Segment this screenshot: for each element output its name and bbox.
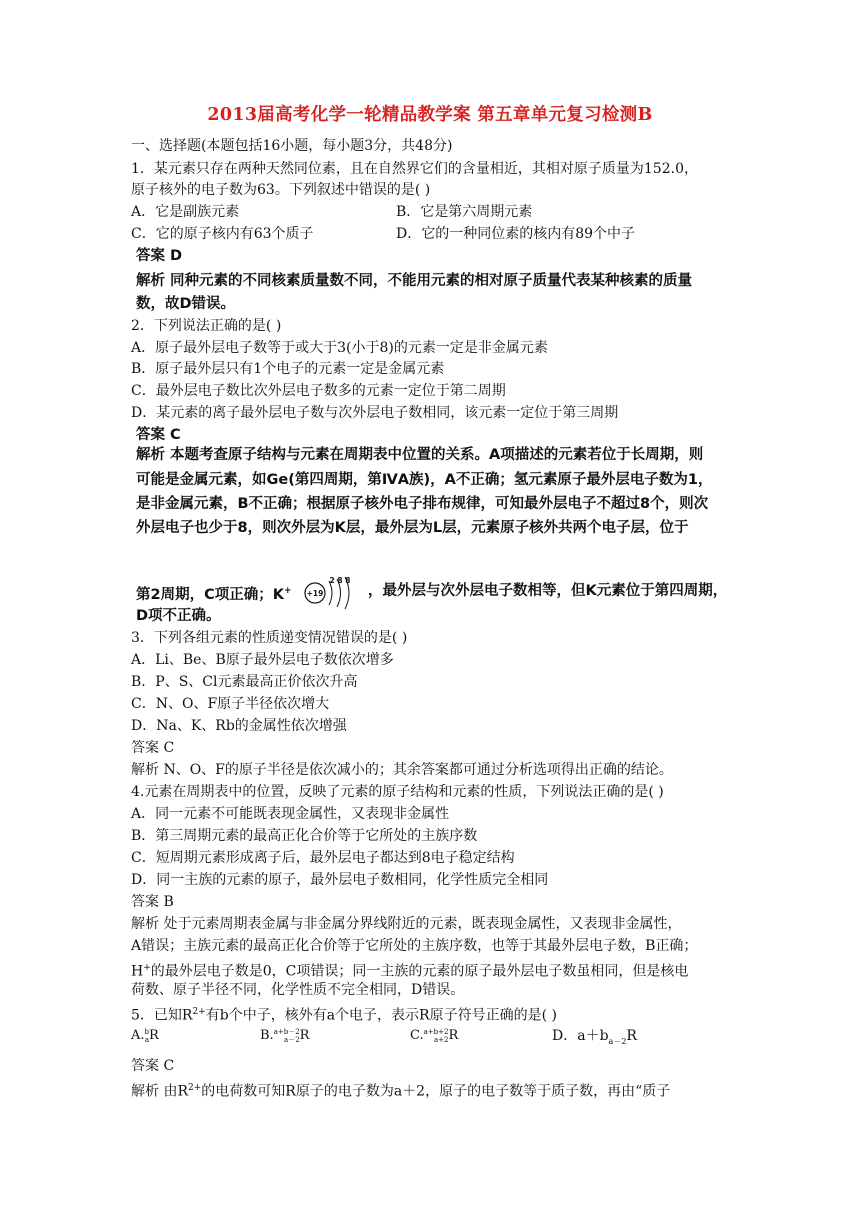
hydrogen-ion-symbol: H xyxy=(131,963,144,980)
q5-answer: 答案 C xyxy=(131,1058,175,1074)
document-title: 2013届高考化学一轮精品教学案 第五章单元复习检测B xyxy=(207,105,653,125)
q1-option-c: C．它的原子核内有63个质子 xyxy=(131,226,314,242)
q1-analysis-line2: 数，故D错误。 xyxy=(136,296,236,312)
q4-option-c: C．短周期元素形成离子后，最外层电子都达到8电子稳定结构 xyxy=(131,850,515,866)
hydrogen-ion-charge: + xyxy=(143,963,151,973)
q4-option-a: A．同一元素不可能既表现金属性，又表现非金属性 xyxy=(131,806,450,822)
q5-option-d xyxy=(552,1026,637,1052)
q2-option-b: B．原子最外层只有1个电子的元素一定是金属元素 xyxy=(131,361,445,377)
q5-option-c-mass: a+b+2 xyxy=(423,1027,449,1036)
q5-analysis-charge: 2+ xyxy=(188,1083,202,1093)
q3-option-d: D．Na、K、Rb的金属性依次增强 xyxy=(131,718,347,734)
q5-option-a-number: a xyxy=(144,1035,150,1044)
q5-option-b xyxy=(260,1026,309,1046)
q4-option-d: D．同一主族的元素的原子，最外层电子数相同，化学性质完全相同 xyxy=(131,872,549,888)
potassium-charge: + xyxy=(283,586,292,596)
q4-analysis-line1: 解析 处于元素周期表金属与非金属分界线附近的元素，既表现金属性，又表现非金属性， xyxy=(131,916,682,932)
q5-option-c xyxy=(410,1026,458,1046)
q5-analysis-end: 的电荷数可知R原子的电子数为a＋2，原子的电子数等于质子数，再由“质子 xyxy=(201,1083,671,1100)
q3-option-a: A．Li、Be、B原子最外层电子数依次增多 xyxy=(131,652,394,668)
q2-answer: 答案 C xyxy=(136,427,181,443)
q5-option-b-scripts xyxy=(274,1028,300,1044)
q3-answer: 答案 C xyxy=(131,740,175,756)
q2-stem: 2．下列说法正确的是( ) xyxy=(131,318,282,334)
q5-option-b-mass: a+b－2 xyxy=(273,1027,300,1036)
q2-analysis-line5-start: 第2周期，C项正确；K xyxy=(136,586,284,603)
q5-option-a-label: A. xyxy=(131,1028,145,1043)
q4-analysis-line4: 荷数、原子半径不同，化学性质不完全相同，D错误。 xyxy=(131,982,465,998)
q5-option-b-number: a－2 xyxy=(284,1035,300,1044)
q5-option-b-label: B. xyxy=(260,1028,274,1043)
q5-stem-end: 有b个中子，核外有a个电子，表示R原子符号正确的是( ) xyxy=(205,1007,557,1024)
q5-analysis xyxy=(131,1078,670,1102)
q4-analysis-line3 xyxy=(131,958,688,982)
q2-analysis-line3: 是非金属元素，B不正确；根据原子核外电子排布规律，可知最外层电子不超过8个，则次 xyxy=(136,496,709,512)
q1-option-d: D．它的一种同位素的核内有89个中子 xyxy=(396,226,636,242)
q5-option-d-subscript: a－2 xyxy=(608,1036,627,1046)
q2-analysis-line1: 解析 本题考查原子结构与元素在周期表中位置的关系。A项描述的元素若位于长周期，则 xyxy=(136,447,704,463)
q5-option-c-symbol: R xyxy=(448,1028,459,1043)
nucleus-charge-label: +19 xyxy=(306,589,324,598)
q1-stem-line2: 原子核外的电子数为63。下列叙述中错误的是( ) xyxy=(131,182,431,198)
q5-analysis-start: 解析 由R xyxy=(131,1083,188,1100)
q2-option-a: A．原子最外层电子数等于或大于3(小于8)的元素一定是非金属元素 xyxy=(131,340,548,356)
potassium-ion-structure-diagram xyxy=(302,571,360,615)
q3-stem: 3．下列各组元素的性质递变情况错误的是( ) xyxy=(131,630,408,646)
q5-option-a-symbol: R xyxy=(149,1028,159,1043)
q2-analysis-line5-end: ，最外层与次外层电子数相等，但K元素位于第四周期， xyxy=(368,583,728,599)
q3-option-b: B．P、S、Cl元素最高正价依次升高 xyxy=(131,674,358,690)
q5-option-d-label: D．a＋b xyxy=(552,1028,609,1044)
q5-stem-start: 5．已知R xyxy=(131,1007,193,1024)
q5-option-c-label: C. xyxy=(410,1028,424,1043)
q2-option-d: D．某元素的离子最外层电子数与次外层电子数相同，该元素一定位于第三周期 xyxy=(131,405,619,421)
section-heading: 一、选择题(本题包括16小题，每小题3分，共48分) xyxy=(131,138,453,154)
q1-answer: 答案 D xyxy=(136,248,183,264)
q1-stem-line1: 1．某元素只存在两种天然同位素，且在自然界它们的含量相近，其相对原子质量为152.0， xyxy=(131,161,698,177)
q3-analysis: 解析 N、O、F的原子半径是依次减小的；其余答案都可通过分析选项得出正确的结论。 xyxy=(131,762,673,778)
q5-option-d-symbol: R xyxy=(626,1028,637,1044)
q3-option-c: C．N、O、F原子半径依次增大 xyxy=(131,696,330,712)
q4-stem: 4.元素在周期表中的位置，反映了元素的原子结构和元素的性质，下列说法正确的是( ) xyxy=(131,784,664,800)
q1-option-a: A．它是副族元素 xyxy=(131,204,240,220)
q5-option-a xyxy=(131,1026,159,1046)
q5-option-c-number: a+2 xyxy=(433,1035,449,1044)
electron-shells-label: 2 8 8 xyxy=(329,576,351,585)
q5-stem xyxy=(131,1002,557,1026)
q2-analysis-line6: D项不正确。 xyxy=(136,608,221,624)
q1-analysis-line1: 解析 同种元素的不同核素质量数不同，不能用元素的相对原子质量代表某种核素的质量 xyxy=(136,273,693,289)
q5-ion-charge: 2+ xyxy=(192,1007,206,1017)
q4-answer: 答案 B xyxy=(131,894,174,910)
q4-option-b: B．第三周期元素的最高正化合价等于它所处的主族序数 xyxy=(131,828,478,844)
q5-option-b-symbol: R xyxy=(299,1028,310,1043)
q5-option-c-scripts xyxy=(424,1028,449,1044)
q1-option-b: B．它是第六周期元素 xyxy=(396,204,533,220)
q2-analysis-line4: 外层电子也少于8，则次外层为K层，最外层为L层，元素原子核外共两个电子层，位于 xyxy=(136,520,689,536)
q2-analysis-line2: 可能是金属元素，如Ge(第四周期，第ⅣA族)，A不正确；氢元素原子最外层电子数为1， xyxy=(136,472,713,488)
q5-option-a-mass: b xyxy=(144,1027,150,1036)
q4-analysis-line2: A错误；主族元素的最高正化合价等于它所处的主族序数，也等于其最外层电子数，B正确； xyxy=(131,938,698,954)
q2-analysis-line5 xyxy=(136,581,292,605)
q4-analysis-line3-text: 的最外层电子数是0，C项错误；同一主族的元素的原子最外层电子数虽相同，但是核电 xyxy=(150,963,689,980)
q2-option-c: C．最外层电子数比次外层电子数多的元素一定位于第二周期 xyxy=(131,383,506,399)
